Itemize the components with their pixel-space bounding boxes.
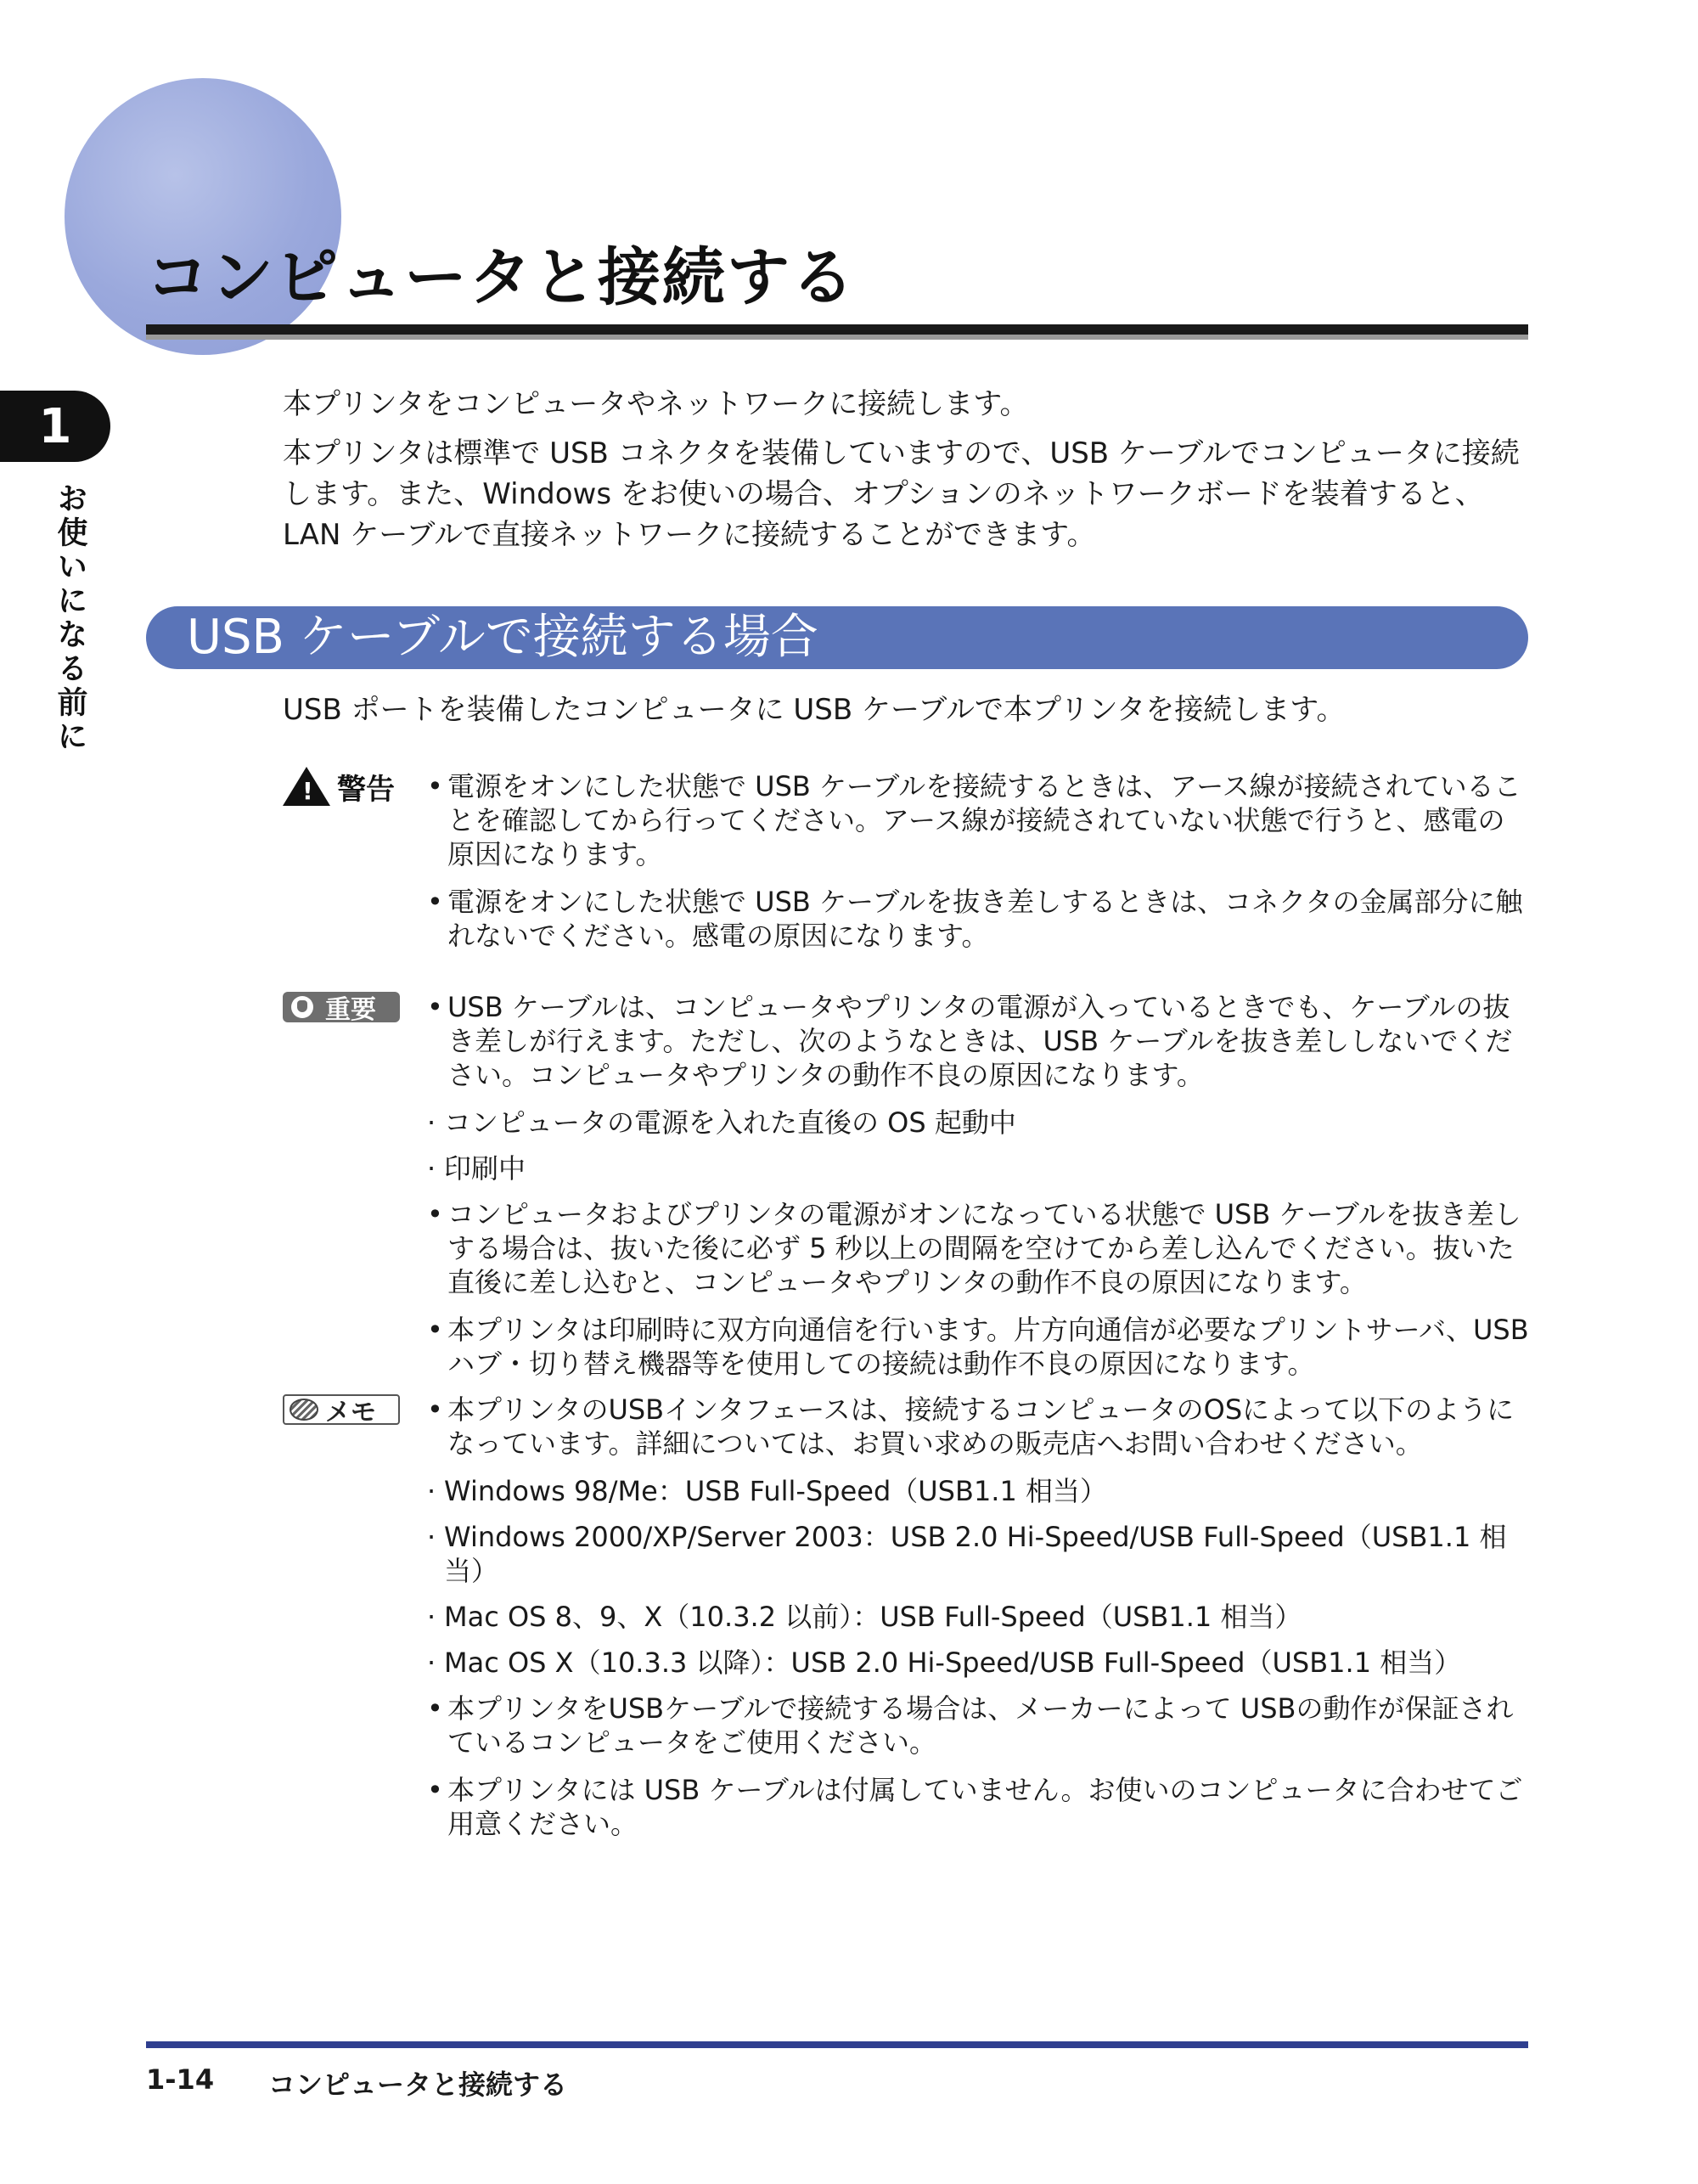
warning-label-text: 警告 [337,772,395,807]
title-rule [146,324,1528,335]
memo-subitem: · Windows 2000/XP/Server 2003：USB 2.0 Hi-Speed/USB Full-Speed（USB1.1 相当） [427,1521,1507,1587]
memo-item: • 本プリンタのUSBインタフェースは、接続するコンピュータのOSによって以下のようになっています。詳細については、お買い求めの販売店へお問い合わせください。 [427,1393,1515,1460]
memo-body [427,1393,1529,1855]
important-subitem: · 印刷中 [427,1152,526,1185]
important-label [283,990,400,1024]
important-item: • USB ケーブルは、コンピュータやプリンタの電源が入っているときでも、ケーブルの抜き差しが行えます。ただし、次のようなときは、USB ケーブルを抜き差ししないでください。コンピュータやプリンタの動作不良の原因になります。 [427,991,1513,1091]
memo-item: • 本プリンタには USB ケーブルは付属していません。お使いのコンピュータに合わせてご用意ください。 [427,1774,1523,1840]
warning-body [427,769,1529,966]
section-heading: USB ケーブルで接続する場合 [146,606,1528,669]
warning-item: • 電源をオンにした状態で USB ケーブルを接続するときは、アース線が接続されていることを確認してから行ってください。アース線が接続されていない状態で行うと、感電の原因になります。 [427,770,1521,870]
warning-item: • 電源をオンにした状態で USB ケーブルを抜き差しするときは、コネクタの金属部分に触れないでください。感電の原因になります。 [427,886,1523,952]
hand-stop-icon [291,996,313,1018]
memo-badge [283,1394,400,1425]
important-badge [283,992,400,1025]
intro-text [283,384,1529,564]
memo-label-text: メモ [325,1398,376,1427]
important-label-text: 重要 [325,995,376,1025]
memo-item: • 本プリンタをUSBケーブルで接続する場合は、メーカーによって USBの動作が保証されているコンピュータをご使用ください。 [427,1692,1514,1759]
intro-paragraph: 本プリンタは標準で USB コネクタを装備していますので、USB ケーブルでコンピュータに接続します。また、Windows をお使いの場合、オプションのネットワークボードを装着すると、LAN ケーブルで直接ネットワークに接続することができます。 [283,436,1520,552]
memo-subitem: · Mac OS X（10.3.3 以降）：USB 2.0 Hi-Speed/USB Full-Speed（USB1.1 相当） [427,1646,1462,1679]
pencil-icon [290,1399,318,1421]
title-rule-shadow [146,335,1528,340]
footer-rule [146,2041,1528,2048]
memo-label [283,1393,400,1427]
footer-page-number: 1-14 [146,2063,215,2096]
warning-label [283,769,400,807]
chapter-tab [0,391,110,462]
chapter-label: お使いになる前に [53,482,87,754]
intro-paragraph: 本プリンタをコンピュータやネットワークに接続します。 [283,387,1029,421]
warning-triangle-icon [283,767,330,806]
footer-title: コンピュータと接続する [268,2069,568,2101]
important-subitem: · コンピュータの電源を入れた直後の OS 起動中 [427,1106,1016,1139]
memo-subitem: · Windows 98/Me：USB Full-Speed（USB1.1 相当） [427,1475,1108,1507]
chapter-number: 1 [38,398,72,454]
important-item: • コンピュータおよびプリンタの電源がオンになっている状態で USB ケーブルを抜き差しする場合は、抜いた後に必ず 5 秒以上の間隔を空けてから差し込んでください。抜いた直後に差し込むと、コンピュータやプリンタの動作不良の原因になります。 [427,1198,1521,1298]
memo-subitem: · Mac OS 8、9、X（10.3.2 以前）：USB Full-Speed（USB1.1 相当） [427,1601,1302,1633]
important-body [427,990,1529,1394]
important-item: • 本プリンタは印刷時に双方向通信を行います。片方向通信が必要なプリントサーバ、USB ハブ・切り替え機器等を使用しての接続は動作不良の原因になります。 [427,1314,1529,1380]
page-title: コンピュータと接続する [146,241,856,314]
section-description: USB ポートを装備したコンピュータに USB ケーブルで本プリンタを接続します。 [283,693,1346,727]
